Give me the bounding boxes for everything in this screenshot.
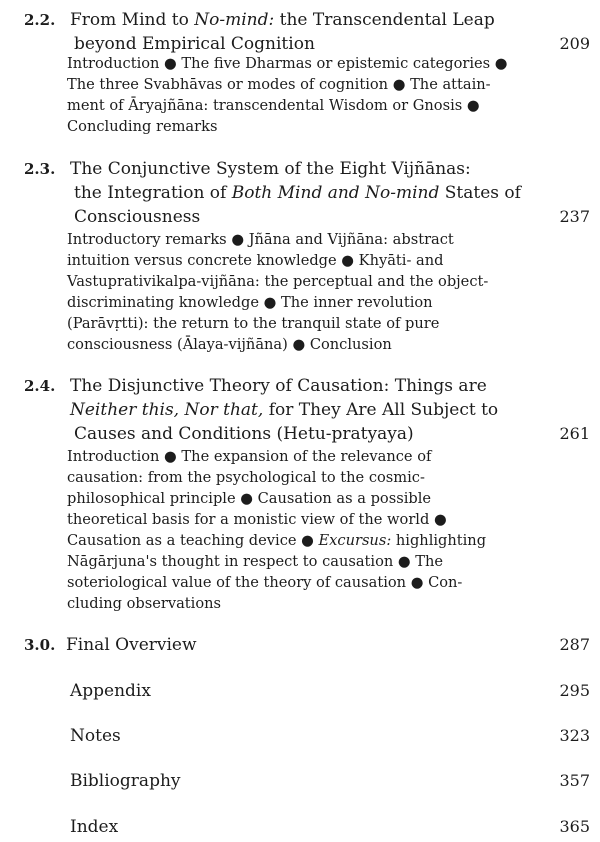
backmatter-appendix: Appendix bbox=[70, 681, 151, 701]
page-number: 261 bbox=[559, 424, 590, 443]
page-number: 287 bbox=[559, 635, 590, 654]
backmatter-bibliography: Bibliography bbox=[70, 771, 181, 791]
page-number: 237 bbox=[559, 207, 590, 226]
section-number: 2.3. bbox=[24, 160, 56, 178]
section-description: Introduction ● The expansion of the relevance of causation: from the psychological to the cosmic- philosophical principle ● Causation as a possible theoretical basis for a monistic view of the world ● Causation as a teaching device ● Excursus: highlighting Nāgārjuna's thought in respect to causation ● The soteriological value of the theory of causation ● Con- cluding observations bbox=[67, 448, 487, 612]
page-number: 357 bbox=[559, 771, 590, 790]
section-title-final-overview: Final Overview bbox=[66, 635, 197, 655]
section-number: 2.2. bbox=[24, 11, 56, 29]
page-number: 209 bbox=[559, 34, 590, 53]
section-number: 2.4. bbox=[24, 377, 56, 395]
page-number: 295 bbox=[559, 681, 590, 700]
section-description: Introductory remarks ● Jñāna and Vijñāna: abstract intuition versus concrete knowledge ● Khyāti- and Vastuprativikalpa-vijñāna: the perceptual and the object- discriminating knowledge ● The inner revolution (Parāvṛtti): the return to the tranquil state of pure consciousness (Ālaya-vijñāna) ● Conclusion bbox=[67, 231, 489, 353]
page-number: 365 bbox=[559, 817, 590, 836]
section-title: The Conjunctive System of the Eight Vijñānas: the Integration of Both Mind and No-mind States of Consciousness bbox=[70, 159, 521, 227]
section-title: The Disjunctive Theory of Causation: Things are Neither this, Nor that, for They Are All Subject to Causes and Conditions (Hetu-pratyaya) bbox=[70, 376, 499, 444]
backmatter-notes: Notes bbox=[70, 726, 121, 746]
section-title: From Mind to No-mind: the Transcendental Leap beyond Empirical Cognition bbox=[70, 10, 495, 54]
section-description: Introduction ● The five Dharmas or epistemic categories ● The three Svabhāvas or modes of cognition ● The attain- ment of Āryajñāna: transcendental Wisdom or Gnosis ● Concluding remarks bbox=[67, 55, 508, 135]
backmatter-index: Index bbox=[70, 817, 119, 837]
page-number: 323 bbox=[559, 726, 590, 745]
section-number: 3.0. bbox=[24, 636, 56, 654]
